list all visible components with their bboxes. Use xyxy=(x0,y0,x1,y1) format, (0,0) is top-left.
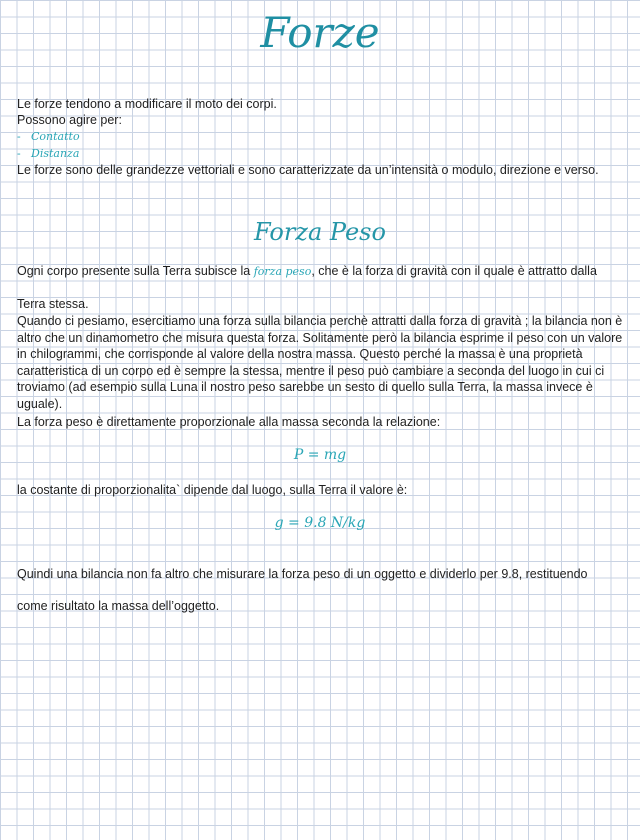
bullet-dash: - xyxy=(17,131,21,143)
bullet-distanza xyxy=(17,146,79,163)
bullet-dash: - xyxy=(17,148,21,160)
p1-text-after: , che è la forza di gravità con il quale è attratto dalla xyxy=(311,264,597,278)
paragraph-2: Quando ci pesiamo, esercitiamo una forza sulla bilancia perchè attratti dalla forza di gravità ; la bilancia non è altro che un dinamometro che misura questa forza. Solitamente però la bilancia esprime il peso con un valore in chilogrammi, che corrisponde al valore della nostra massa. Questo perché la massa è una proprietà caratteristica di un corpo ed è sempre la stessa, mentre il peso può cambiare a seconda del luogo in cui ci troviamo (ad esempio sulla Luna il nostro peso sarebbe un sesto di quello sulla Terra, la massa invece è uguale). xyxy=(17,314,623,411)
highlight-forza-peso: forza peso xyxy=(253,265,312,278)
intro-line-2: Possono agire per: xyxy=(17,113,122,127)
intro-line-1: Le forze tendono a modificare il moto dei corpi. xyxy=(17,97,277,111)
bullet-label: Contatto xyxy=(31,130,80,143)
p1-text-before: Ogni corpo presente sulla Terra subisce la xyxy=(17,264,254,278)
page-title: Forze xyxy=(260,8,380,57)
section-title: Forza Peso xyxy=(254,218,386,246)
paragraph-1 xyxy=(17,263,597,281)
paragraph-5-line-2: come risultato la massa dell’oggetto. xyxy=(17,599,220,613)
formula-peso: P = mg xyxy=(293,447,347,463)
bullet-contatto xyxy=(17,129,80,146)
vector-paragraph: Le forze sono delle grandezze vettoriali e sono caratterizzate da un’intensità o modulo, direzione e verso. xyxy=(17,163,599,177)
formula-gravita: g = 9.8 N/kg xyxy=(274,515,366,531)
paragraph-5-line-1: Quindi una bilancia non fa altro che misurare la forza peso di un oggetto e dividerlo per 9.8, restituendo xyxy=(17,567,588,581)
paragraph-3: La forza peso è direttamente proporzionale alla massa seconda la relazione: xyxy=(17,415,441,429)
bullet-label: Distanza xyxy=(31,147,80,160)
paragraph-4: la costante di proporzionalita` dipende dal luogo, sulla Terra il valore è: xyxy=(17,483,408,497)
paragraph-1-continued: Terra stessa. xyxy=(17,297,89,311)
